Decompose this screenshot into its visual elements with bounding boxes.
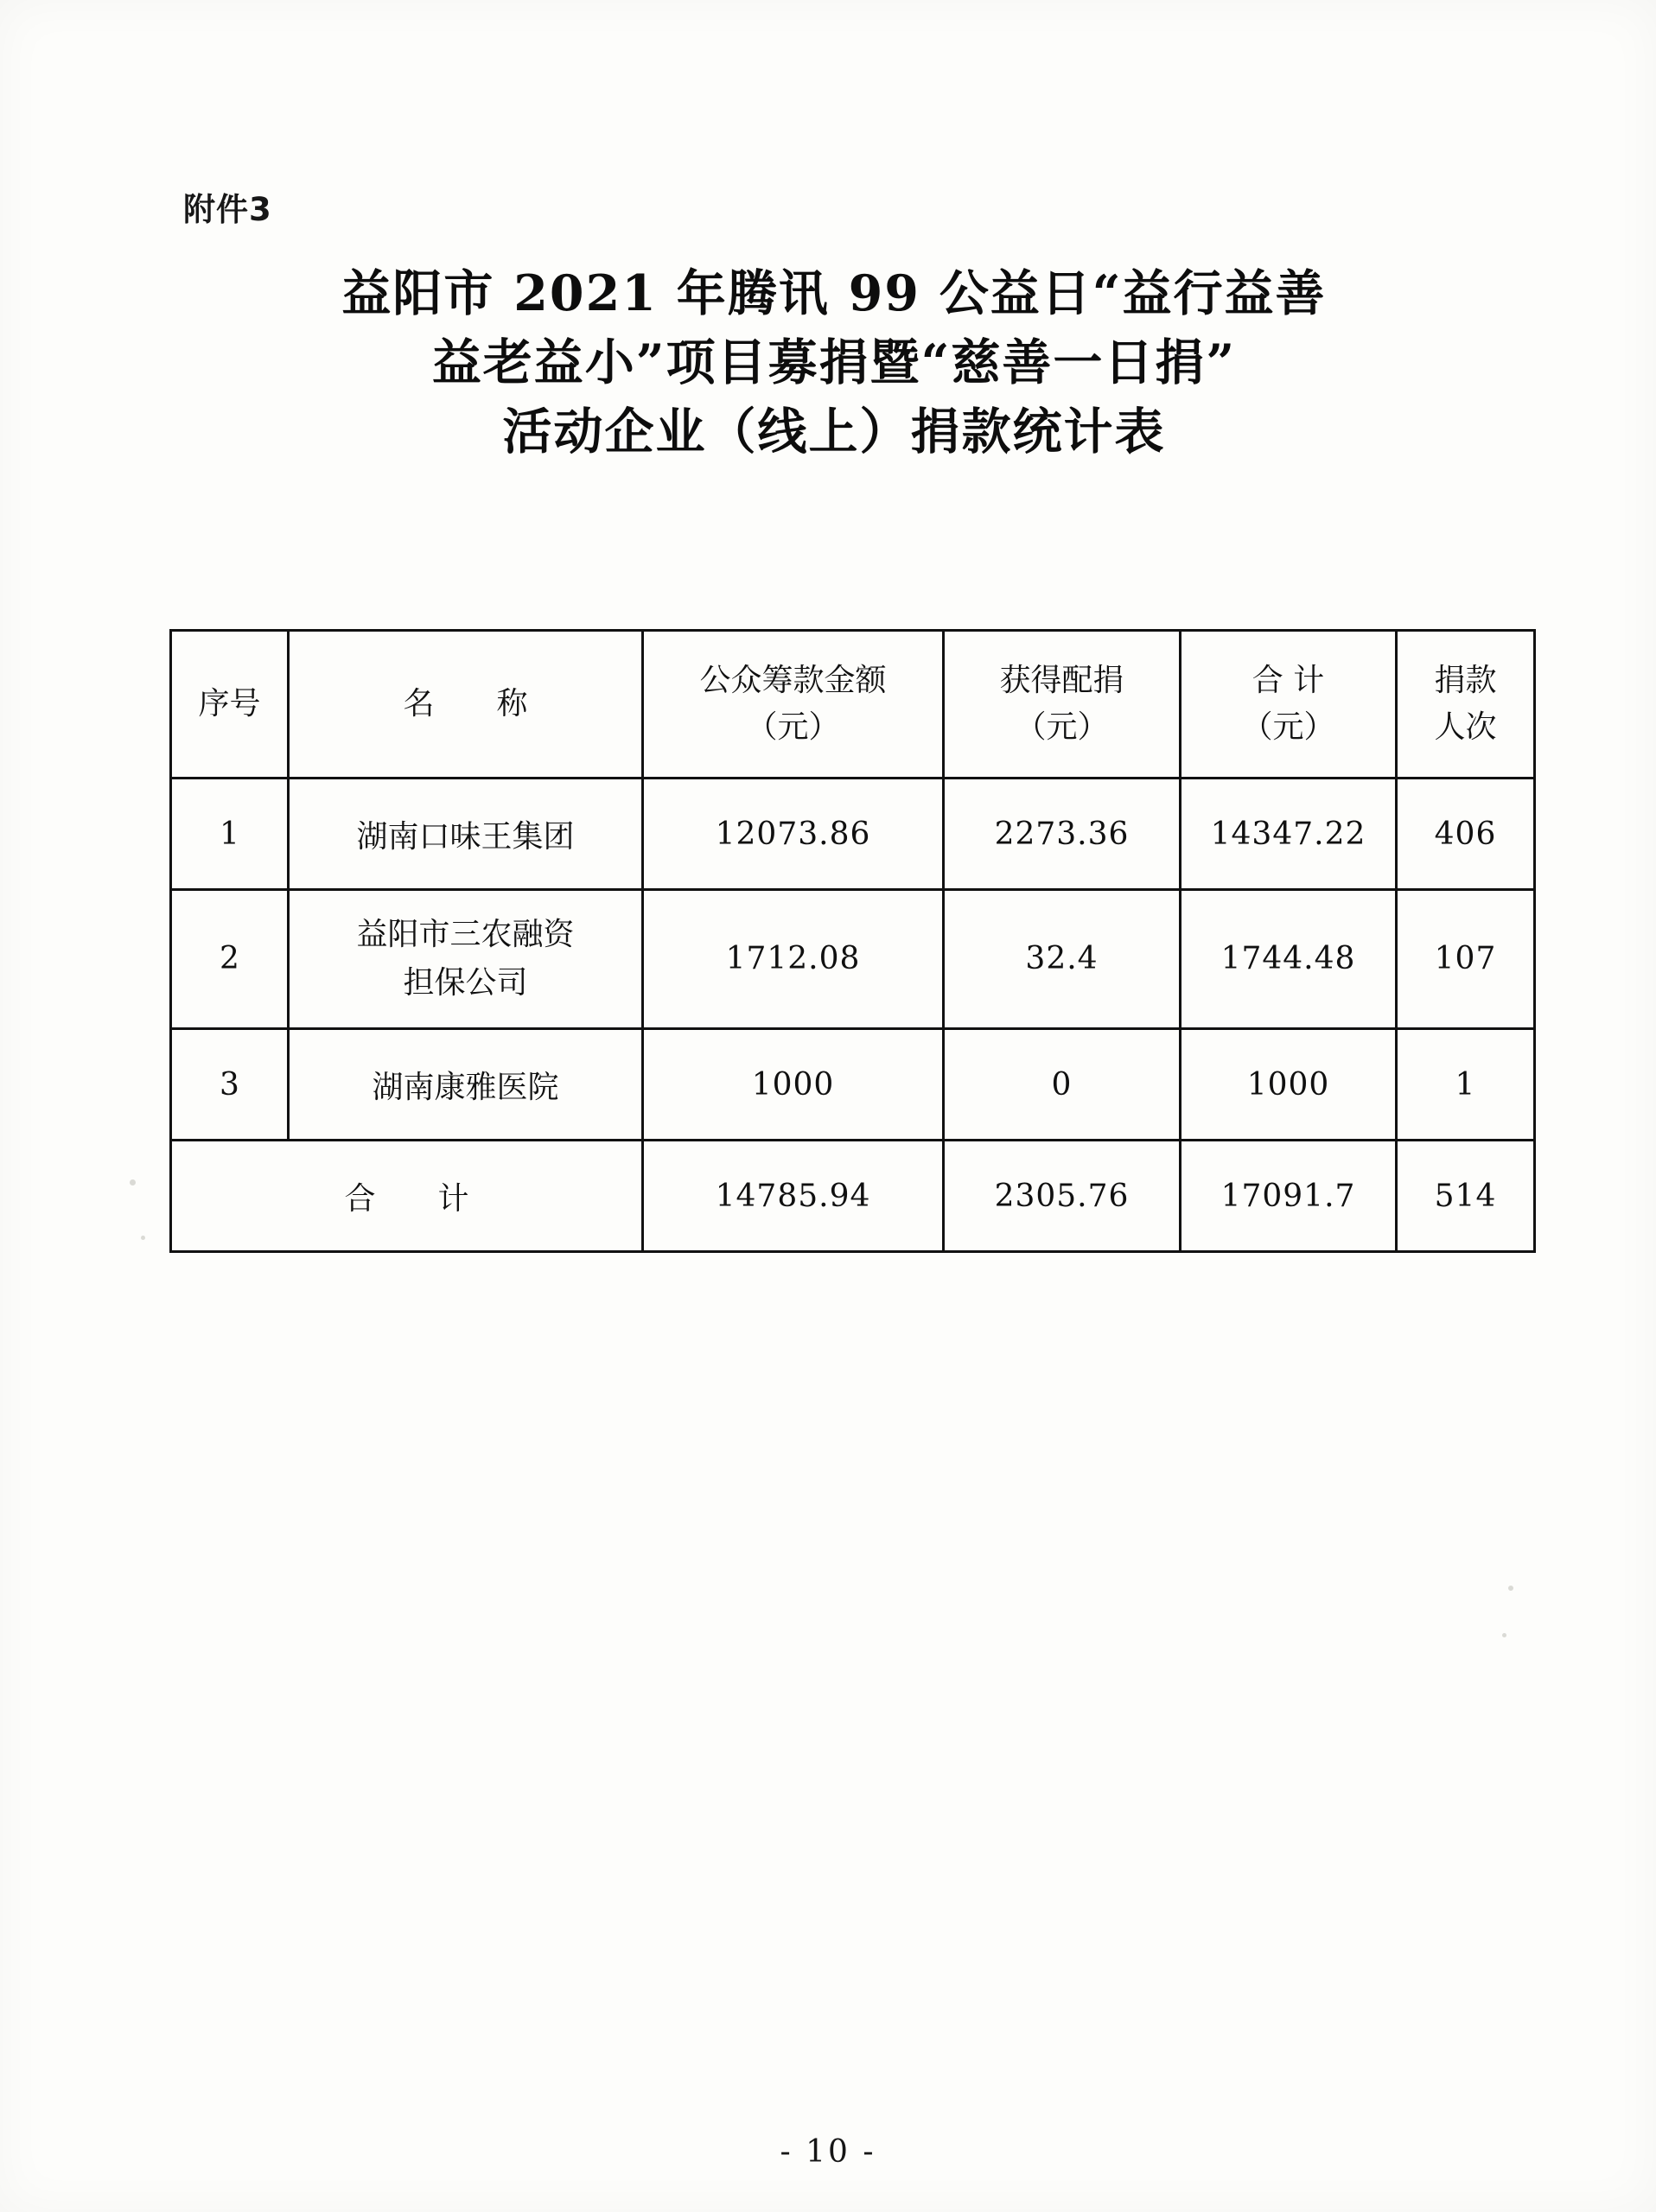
cell-total-public-amount: 14785.94 bbox=[643, 1141, 944, 1252]
cell-public-amount: 1000 bbox=[643, 1029, 944, 1141]
cell-total: 1744.48 bbox=[1181, 890, 1397, 1029]
column-header-match-unit: （元） bbox=[1015, 709, 1109, 745]
column-header-match bbox=[944, 631, 1181, 779]
cell-public-amount: 12073.86 bbox=[643, 779, 944, 890]
scan-speck bbox=[130, 1179, 136, 1185]
attachment-label: 附件3 bbox=[183, 191, 272, 228]
page-title-line-3: 活动企业（线上）捐款统计表 bbox=[502, 403, 1166, 461]
scan-speck bbox=[1502, 1633, 1506, 1637]
cell-name-line-2: 担保公司 bbox=[403, 965, 528, 1001]
column-header-count-sub: 人次 bbox=[1434, 709, 1497, 745]
scan-speck bbox=[1508, 1586, 1513, 1591]
column-header-no: 序号 bbox=[171, 631, 289, 779]
table-row bbox=[171, 890, 1535, 1029]
column-header-public-amount bbox=[643, 631, 944, 779]
scan-speck bbox=[141, 1236, 145, 1240]
column-header-match-main: 获得配捐 bbox=[999, 663, 1124, 698]
column-header-total-main: 合 计 bbox=[1252, 663, 1325, 698]
cell-total-count: 514 bbox=[1397, 1141, 1535, 1252]
page-title-line-2: 益老益小”项目募捐暨“慈善一日捐” bbox=[431, 334, 1237, 391]
cell-total-label: 合 计 bbox=[171, 1141, 643, 1252]
page-title bbox=[199, 259, 1469, 467]
table-body bbox=[171, 779, 1535, 1252]
table-header bbox=[171, 631, 1535, 779]
cell-total: 1000 bbox=[1181, 1029, 1397, 1141]
table-total-row bbox=[171, 1141, 1535, 1252]
page-title-line-1: 益阳市 2021 年腾讯 99 公益日“益行益善 bbox=[341, 264, 1327, 322]
cell-name-line-1: 益阳市三农融资 bbox=[356, 917, 575, 952]
column-header-public-amount-unit: （元） bbox=[746, 709, 840, 745]
donation-statistics-table bbox=[169, 629, 1536, 1253]
cell-name: 湖南康雅医院 bbox=[289, 1029, 643, 1141]
cell-total-match: 2305.76 bbox=[944, 1141, 1181, 1252]
table-row bbox=[171, 1029, 1535, 1141]
cell-public-amount: 1712.08 bbox=[643, 890, 944, 1029]
table-header-row bbox=[171, 631, 1535, 779]
cell-match: 2273.36 bbox=[944, 779, 1181, 890]
column-header-total-unit: （元） bbox=[1241, 709, 1335, 745]
cell-no: 3 bbox=[171, 1029, 289, 1141]
cell-no: 1 bbox=[171, 779, 289, 890]
page-number: - 10 - bbox=[780, 2134, 876, 2170]
cell-name bbox=[289, 890, 643, 1029]
cell-count: 1 bbox=[1397, 1029, 1535, 1141]
cell-match: 32.4 bbox=[944, 890, 1181, 1029]
cell-name: 湖南口味王集团 bbox=[289, 779, 643, 890]
column-header-public-amount-main: 公众筹款金额 bbox=[699, 663, 887, 698]
cell-total: 14347.22 bbox=[1181, 779, 1397, 890]
cell-total-total: 17091.7 bbox=[1181, 1141, 1397, 1252]
table-row bbox=[171, 779, 1535, 890]
column-header-count-main: 捐款 bbox=[1434, 663, 1497, 698]
column-header-total bbox=[1181, 631, 1397, 779]
cell-no: 2 bbox=[171, 890, 289, 1029]
cell-count: 406 bbox=[1397, 779, 1535, 890]
column-header-name: 名 称 bbox=[289, 631, 643, 779]
cell-count: 107 bbox=[1397, 890, 1535, 1029]
cell-match: 0 bbox=[944, 1029, 1181, 1141]
column-header-count bbox=[1397, 631, 1535, 779]
